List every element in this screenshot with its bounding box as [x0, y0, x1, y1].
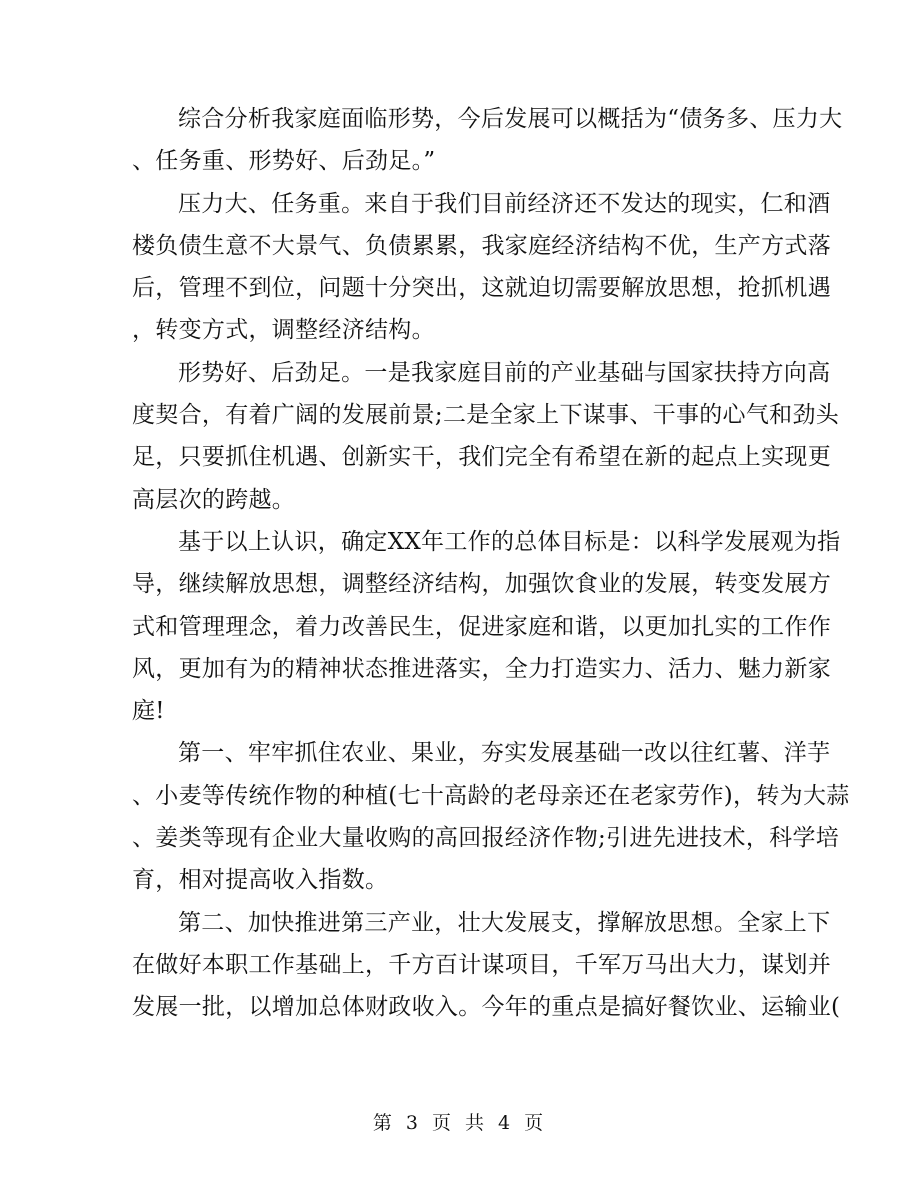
paragraph-line: 发展一批，以增加总体财政收入。今年的重点是搞好餐饮业、运输业( — [132, 994, 841, 1021]
paragraph — [132, 732, 850, 901]
paragraph-line: 第一、牢牢抓住农业、果业，夯实发展基础一改以往红薯、洋芋 — [178, 740, 831, 767]
paragraph-line: 度契合，有着广阔的发展前景;二是全家上下谋事、干事的心气和劲头 — [132, 402, 840, 429]
paragraph-line: 育，相对提高收入指数。 — [132, 867, 389, 894]
paragraph-line: 基于以上认识，确定XX年工作的总体目标是：以科学发展观为指 — [178, 528, 841, 555]
paragraph-line: 形势好、后劲足。一是我家庭目前的产业基础与国家扶持方向高 — [178, 359, 831, 386]
paragraph — [132, 98, 843, 183]
paragraph-line: 导，继续解放思想，调整经济结构，加强饮食业的发展，转变发展方 — [132, 571, 831, 598]
paragraph-line: 足，只要抓住机遇、创新实干，我们完全有希望在新的起点上实现更 — [132, 444, 831, 471]
paragraph-line: 综合分析我家庭面临形势，今后发展可以概括为“债务多、压力大 — [178, 106, 843, 132]
paragraph-line: ，转变方式，调整经济结构。 — [132, 317, 435, 344]
paragraph-line: 后，管理不到位，问题十分突出，这就迫切需要解放思想，抢抓机遇 — [132, 275, 831, 302]
paragraph — [132, 183, 831, 352]
paragraph-line: 、小麦等传统作物的种植(七十高龄的老母亲还在老家劳作)，转为大蒜 — [132, 782, 850, 809]
paragraph-line: 在做好本职工作基础上，千方百计谋项目，千军万马出大力，谋划并 — [132, 951, 831, 978]
paragraph-line: 庭! — [132, 698, 165, 725]
paragraph-line: 、任务重、形势好、后劲足。” — [132, 148, 436, 175]
paragraph-line: 高层次的跨越。 — [132, 486, 296, 513]
paragraph — [132, 352, 840, 521]
paragraph-line: 、姜类等现有企业大量收购的高回报经济作物;引进先进技术，科学培 — [132, 825, 840, 852]
paragraph-line: 压力大、任务重。来自于我们目前经济还不发达的现实，仁和酒 — [178, 190, 831, 217]
paragraph-line: 楼负债生意不大景气、负债累累，我家庭经济结构不优，生产方式落 — [132, 232, 831, 259]
paragraph-line: 式和管理理念，着力改善民生，促进家庭和谐，以更加扎实的工作作 — [132, 613, 831, 640]
page-footer: 第 3 页 共 4 页 — [372, 1112, 548, 1134]
paragraph — [132, 521, 841, 732]
paragraph-line: 第二、加快推进第三产业，壮大发展支，撑解放思想。全家上下 — [178, 909, 831, 936]
document-body — [132, 98, 850, 1029]
paragraph-line: 风，更加有为的精神状态推进落实，全力打造实力、活力、魅力新家 — [132, 655, 831, 682]
paragraph — [132, 902, 841, 1029]
